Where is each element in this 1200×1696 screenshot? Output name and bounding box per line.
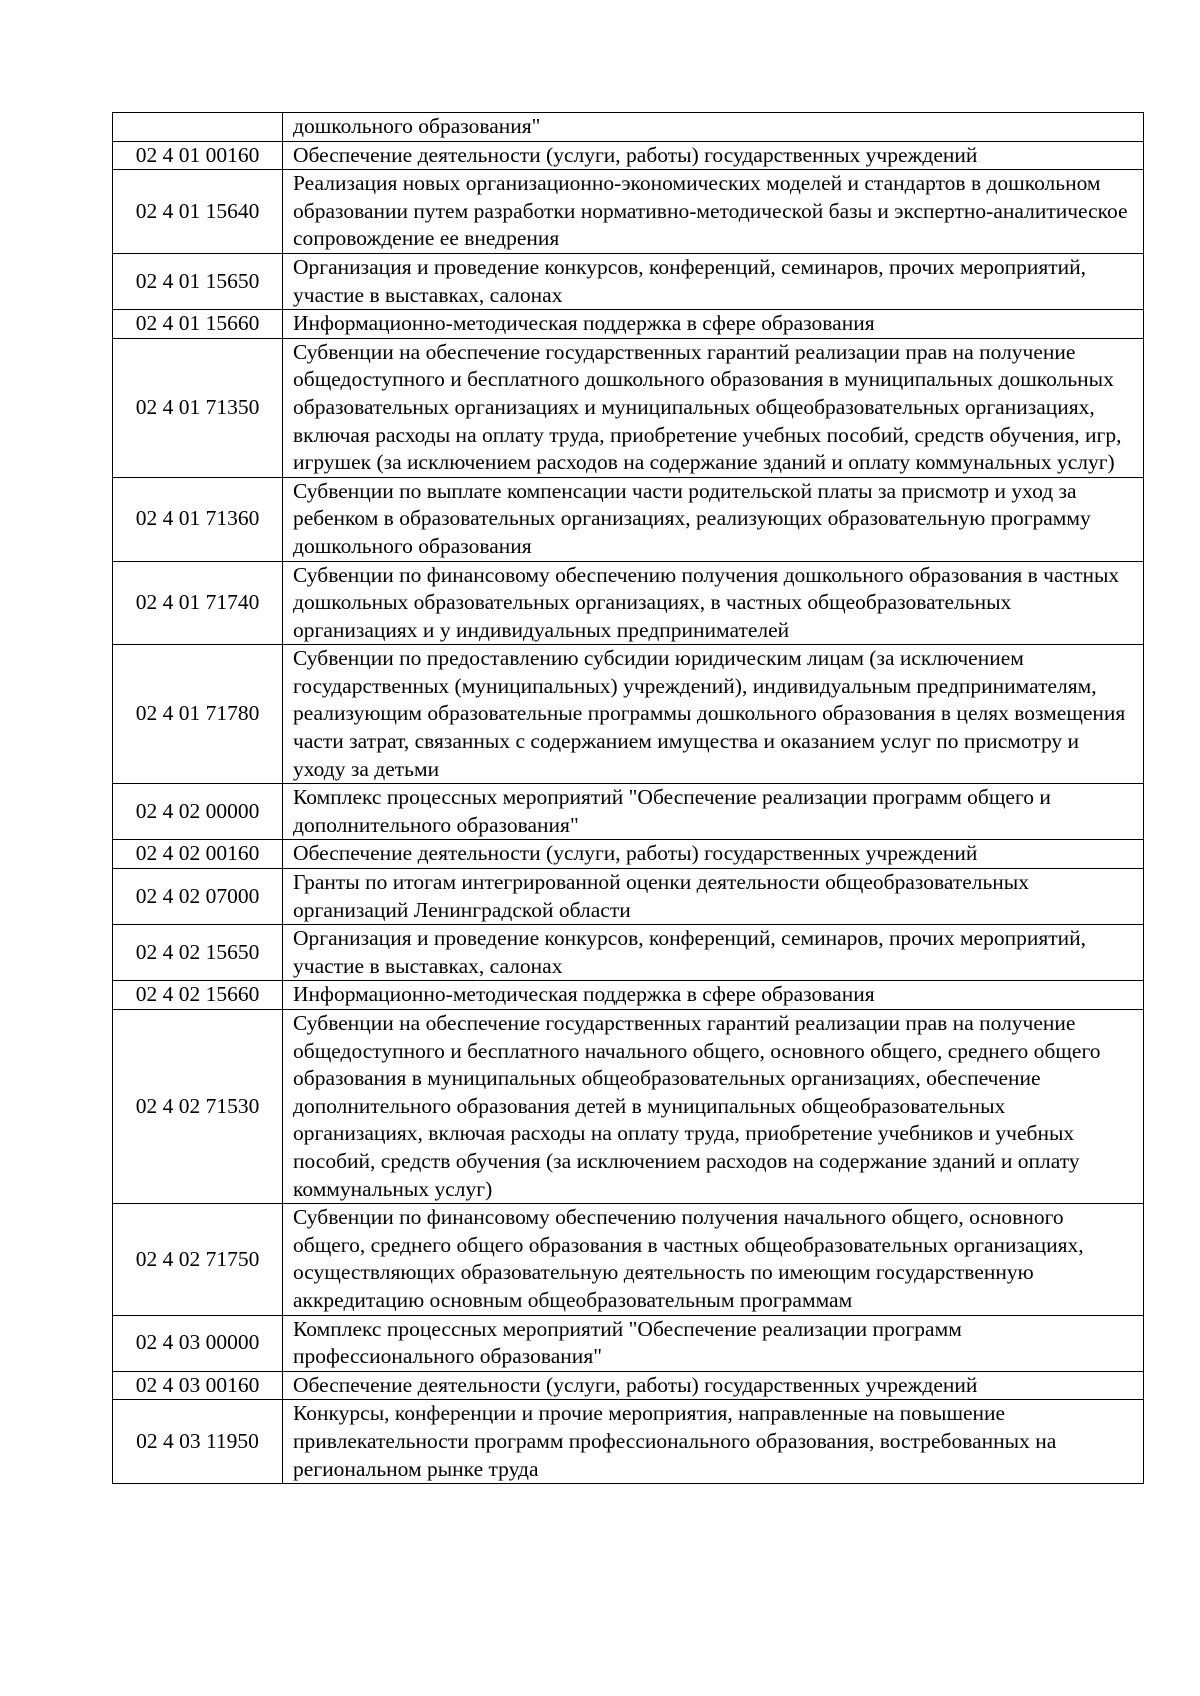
table-row xyxy=(113,981,1144,1010)
budget-codes-table xyxy=(112,112,1144,1484)
code-cell: 02 4 03 00000 xyxy=(113,1315,283,1371)
description-cell: Гранты по итогам интегрированной оценки деятельности общеобразовательных организаций Ленинградской области xyxy=(283,869,1144,925)
table-row xyxy=(113,1400,1144,1484)
code-cell: 02 4 01 15660 xyxy=(113,310,283,339)
table-row xyxy=(113,840,1144,869)
description-cell: дошкольного образования" xyxy=(283,113,1144,142)
table-row xyxy=(113,1204,1144,1315)
table-row xyxy=(113,1315,1144,1371)
description-cell: Субвенции по финансовому обеспечению получения начального общего, основного общего, среднего общего образования в частных общеобразовательных организациях, осуществляющих образовательную деятельность по имеющим государственную аккредитацию основным общеобразовательным программам xyxy=(283,1204,1144,1315)
description-cell: Субвенции по предоставлению субсидии юридическим лицам (за исключением государственных (муниципальных) учреждений), индивидуальным предпринимателям, реализующим образовательные программы дошкольного образования в целях возмещения части затрат, связанных с содержанием имущества и оказанием услуг по присмотру и уходу за детьми xyxy=(283,645,1144,784)
description-cell: Комплекс процессных мероприятий "Обеспечение реализации программ профессионального образования" xyxy=(283,1315,1144,1371)
code-cell: 02 4 02 15660 xyxy=(113,981,283,1010)
description-cell: Организация и проведение конкурсов, конференций, семинаров, прочих мероприятий, участие в выставках, салонах xyxy=(283,925,1144,981)
table-row xyxy=(113,253,1144,309)
table-row xyxy=(113,113,1144,142)
table-row xyxy=(113,477,1144,561)
code-cell: 02 4 02 00160 xyxy=(113,840,283,869)
code-cell: 02 4 02 15650 xyxy=(113,925,283,981)
description-cell: Информационно-методическая поддержка в сфере образования xyxy=(283,310,1144,339)
code-cell: 02 4 02 00000 xyxy=(113,784,283,840)
code-cell: 02 4 01 15650 xyxy=(113,253,283,309)
code-cell: 02 4 01 15640 xyxy=(113,170,283,254)
code-cell: 02 4 01 00160 xyxy=(113,141,283,170)
table-row xyxy=(113,170,1144,254)
code-cell: 02 4 02 71750 xyxy=(113,1204,283,1315)
table-row xyxy=(113,561,1144,645)
code-cell: 02 4 01 71350 xyxy=(113,338,283,477)
description-cell: Обеспечение деятельности (услуги, работы) государственных учреждений xyxy=(283,840,1144,869)
table-row xyxy=(113,1010,1144,1204)
description-cell: Обеспечение деятельности (услуги, работы) государственных учреждений xyxy=(283,1371,1144,1400)
description-cell: Информационно-методическая поддержка в сфере образования xyxy=(283,981,1144,1010)
description-cell: Комплекс процессных мероприятий "Обеспечение реализации программ общего и дополнительного образования" xyxy=(283,784,1144,840)
table-row xyxy=(113,645,1144,784)
table-row xyxy=(113,925,1144,981)
table-row xyxy=(113,784,1144,840)
table-row xyxy=(113,1371,1144,1400)
table-row xyxy=(113,869,1144,925)
table-row xyxy=(113,310,1144,339)
code-cell: 02 4 01 71780 xyxy=(113,645,283,784)
description-cell: Организация и проведение конкурсов, конференций, семинаров, прочих мероприятий, участие в выставках, салонах xyxy=(283,253,1144,309)
code-cell xyxy=(113,113,283,142)
table-row xyxy=(113,338,1144,477)
description-cell: Субвенции на обеспечение государственных гарантий реализации прав на получение общедоступного и бесплатного начального общего, основного общего, среднего общего образования в муниципальных общеобразовательных организациях, обеспечение дополнительного образования детей в муниципальных общеобразовательных организациях, включая расходы на оплату труда, приобретение учебников и учебных пособий, средств обучения (за исключением расходов на содержание зданий и оплату коммунальных услуг) xyxy=(283,1010,1144,1204)
description-cell: Реализация новых организационно-экономических моделей и стандартов в дошкольном образовании путем разработки нормативно-методической базы и экспертно-аналитическое сопровождение ее внедрения xyxy=(283,170,1144,254)
code-cell: 02 4 01 71360 xyxy=(113,477,283,561)
description-cell: Обеспечение деятельности (услуги, работы) государственных учреждений xyxy=(283,141,1144,170)
description-cell: Конкурсы, конференции и прочие мероприятия, направленные на повышение привлекательности программ профессионального образования, востребованных на региональном рынке труда xyxy=(283,1400,1144,1484)
code-cell: 02 4 03 00160 xyxy=(113,1371,283,1400)
description-cell: Субвенции по финансовому обеспечению получения дошкольного образования в частных дошкольных образовательных организациях, в частных общеобразовательных организациях и у индивидуальных предпринимателей xyxy=(283,561,1144,645)
code-cell: 02 4 02 07000 xyxy=(113,869,283,925)
description-cell: Субвенции на обеспечение государственных гарантий реализации прав на получение общедоступного и бесплатного дошкольного образования в муниципальных дошкольных образовательных организациях и муниципальных общеобразовательных организациях, включая расходы на оплату труда, приобретение учебных пособий, средств обучения, игр, игрушек (за исключением расходов на содержание зданий и оплату коммунальных услуг) xyxy=(283,338,1144,477)
description-cell: Субвенции по выплате компенсации части родительской платы за присмотр и уход за ребенком в образовательных организациях, реализующих образовательную программу дошкольного образования xyxy=(283,477,1144,561)
code-cell: 02 4 03 11950 xyxy=(113,1400,283,1484)
table-row xyxy=(113,141,1144,170)
code-cell: 02 4 02 71530 xyxy=(113,1010,283,1204)
code-cell: 02 4 01 71740 xyxy=(113,561,283,645)
